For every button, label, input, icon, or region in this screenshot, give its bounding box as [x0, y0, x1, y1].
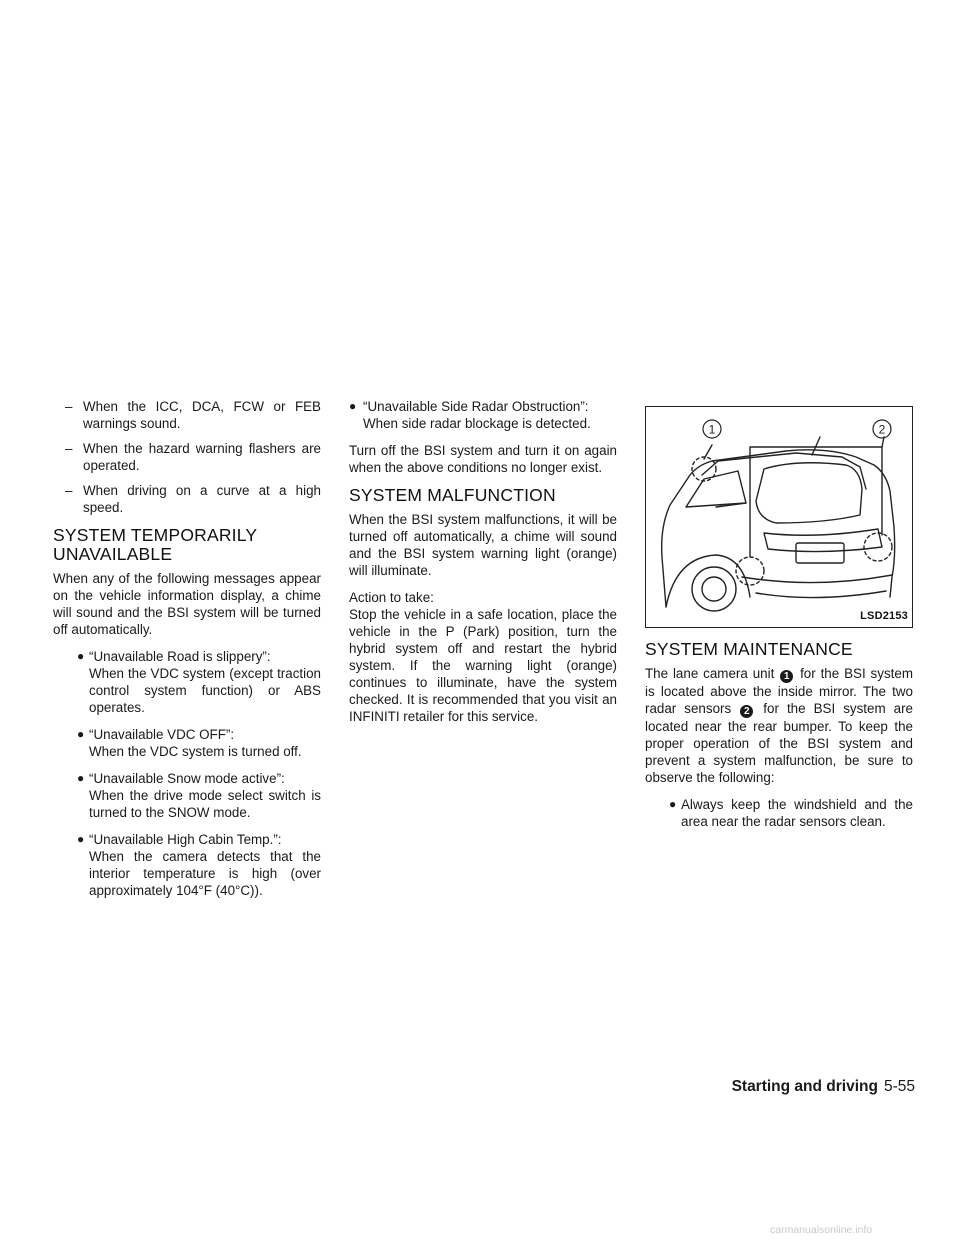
illustration-vehicle-rear [645, 406, 913, 628]
bullet-item [53, 831, 321, 899]
bullet-body: When the drive mode select switch is turned to the SNOW mode. [89, 788, 321, 820]
intro-paragraph: When any of the following messages appear on the vehicle information display, a chime will sound and the BSI system will be turned off automatically. [53, 571, 321, 637]
bullet-item [53, 648, 321, 716]
callout-2-label: 2 [878, 422, 886, 437]
illustration-code: LSD2153 [860, 610, 908, 622]
dash-item-text: When driving on a curve at a high speed. [83, 483, 321, 515]
callout-2-inline: 2 [740, 705, 753, 718]
callout-1-inline: 1 [780, 670, 793, 683]
bullet-heading: “Unavailable VDC OFF”: [89, 727, 235, 742]
dash-item [53, 482, 321, 516]
bullet-body: Always keep the windshield and the area near the radar sensors clean. [681, 797, 913, 829]
maintenance-paragraph [645, 665, 913, 786]
bullet-body: When the VDC system (except traction control system function) or ABS operates. [89, 666, 321, 715]
dash-marker: – [65, 483, 73, 498]
dash-item-text: When the ICC, DCA, FCW or FEB warnings sound. [83, 399, 321, 431]
bullet-body: When side radar blockage is detected. [363, 416, 591, 431]
column-left [53, 398, 321, 909]
column-right [645, 398, 913, 840]
bullet-item [53, 770, 321, 821]
after-bullet-paragraph: Turn off the BSI system and turn it on again when the above conditions no longer exist. [349, 443, 617, 475]
maintenance-text-c: for the BSI system are located near the rear bumper. To keep the proper operation of the BSI system and prevent a system malfunction, be sure to observe the following: [645, 701, 913, 785]
bullet-heading: “Unavailable Snow mode active”: [89, 771, 285, 786]
bullet-item [53, 726, 321, 760]
action-label: Action to take: [349, 590, 434, 605]
section-heading-temporarily-unavailable: SYSTEM TEMPORARILY UNAVAILABLE [53, 525, 257, 564]
dash-marker: – [65, 441, 73, 456]
bullet-marker: ● [77, 771, 85, 785]
maintenance-text-a: The lane camera unit [645, 666, 775, 681]
bullet-body: When the camera detects that the interior temperature is high (over approximately 104°F (40°C)). [89, 849, 321, 898]
section-heading-maintenance: SYSTEM MAINTENANCE [645, 639, 853, 659]
bullet-item [349, 398, 617, 432]
dash-marker: – [65, 399, 73, 414]
footer-section-title: Starting and driving [731, 1078, 878, 1095]
maintenance-text-b: for the BSI system is located above the inside mirror. The two radar sensors [645, 666, 913, 716]
column-middle [349, 398, 617, 735]
bullet-heading: “Unavailable High Cabin Temp.”: [89, 832, 282, 847]
bullet-marker: ● [77, 832, 85, 846]
action-text: Stop the vehicle in a safe location, place the vehicle in the P (Park) position, turn the hybrid system off and restart the hybrid system. If the warning light (orange) continues to illuminate, have the system checked. It is recommended that you visit an INFINITI retailer for this service. [349, 607, 617, 724]
footer-page-number: 5-55 [883, 1078, 915, 1095]
bullet-item [645, 796, 913, 830]
bullet-body: When the VDC system is turned off. [89, 744, 302, 759]
malfunction-paragraph: When the BSI system malfunctions, it will be turned off automatically, a chime will sound and the BSI system warning light (orange) will illuminate. [349, 512, 617, 578]
bullet-marker: ● [77, 649, 85, 663]
section-heading-malfunction: SYSTEM MALFUNCTION [349, 485, 556, 505]
page-footer [700, 1078, 915, 1095]
dash-item [53, 398, 321, 432]
bullet-marker: ● [669, 797, 677, 811]
vehicle-rear-drawing [646, 407, 912, 627]
bullet-heading: “Unavailable Road is slippery”: [89, 649, 271, 664]
bullet-marker: ● [77, 727, 85, 741]
action-paragraph [349, 589, 617, 725]
watermark: carmanualsonline.info [770, 1224, 873, 1236]
bullet-heading: “Unavailable Side Radar Obstruction”: [363, 399, 589, 414]
dash-item-text: When the hazard warning flashers are operated. [83, 441, 321, 473]
dash-item [53, 440, 321, 474]
bullet-marker: ● [349, 399, 357, 413]
callout-1-label: 1 [708, 422, 716, 437]
